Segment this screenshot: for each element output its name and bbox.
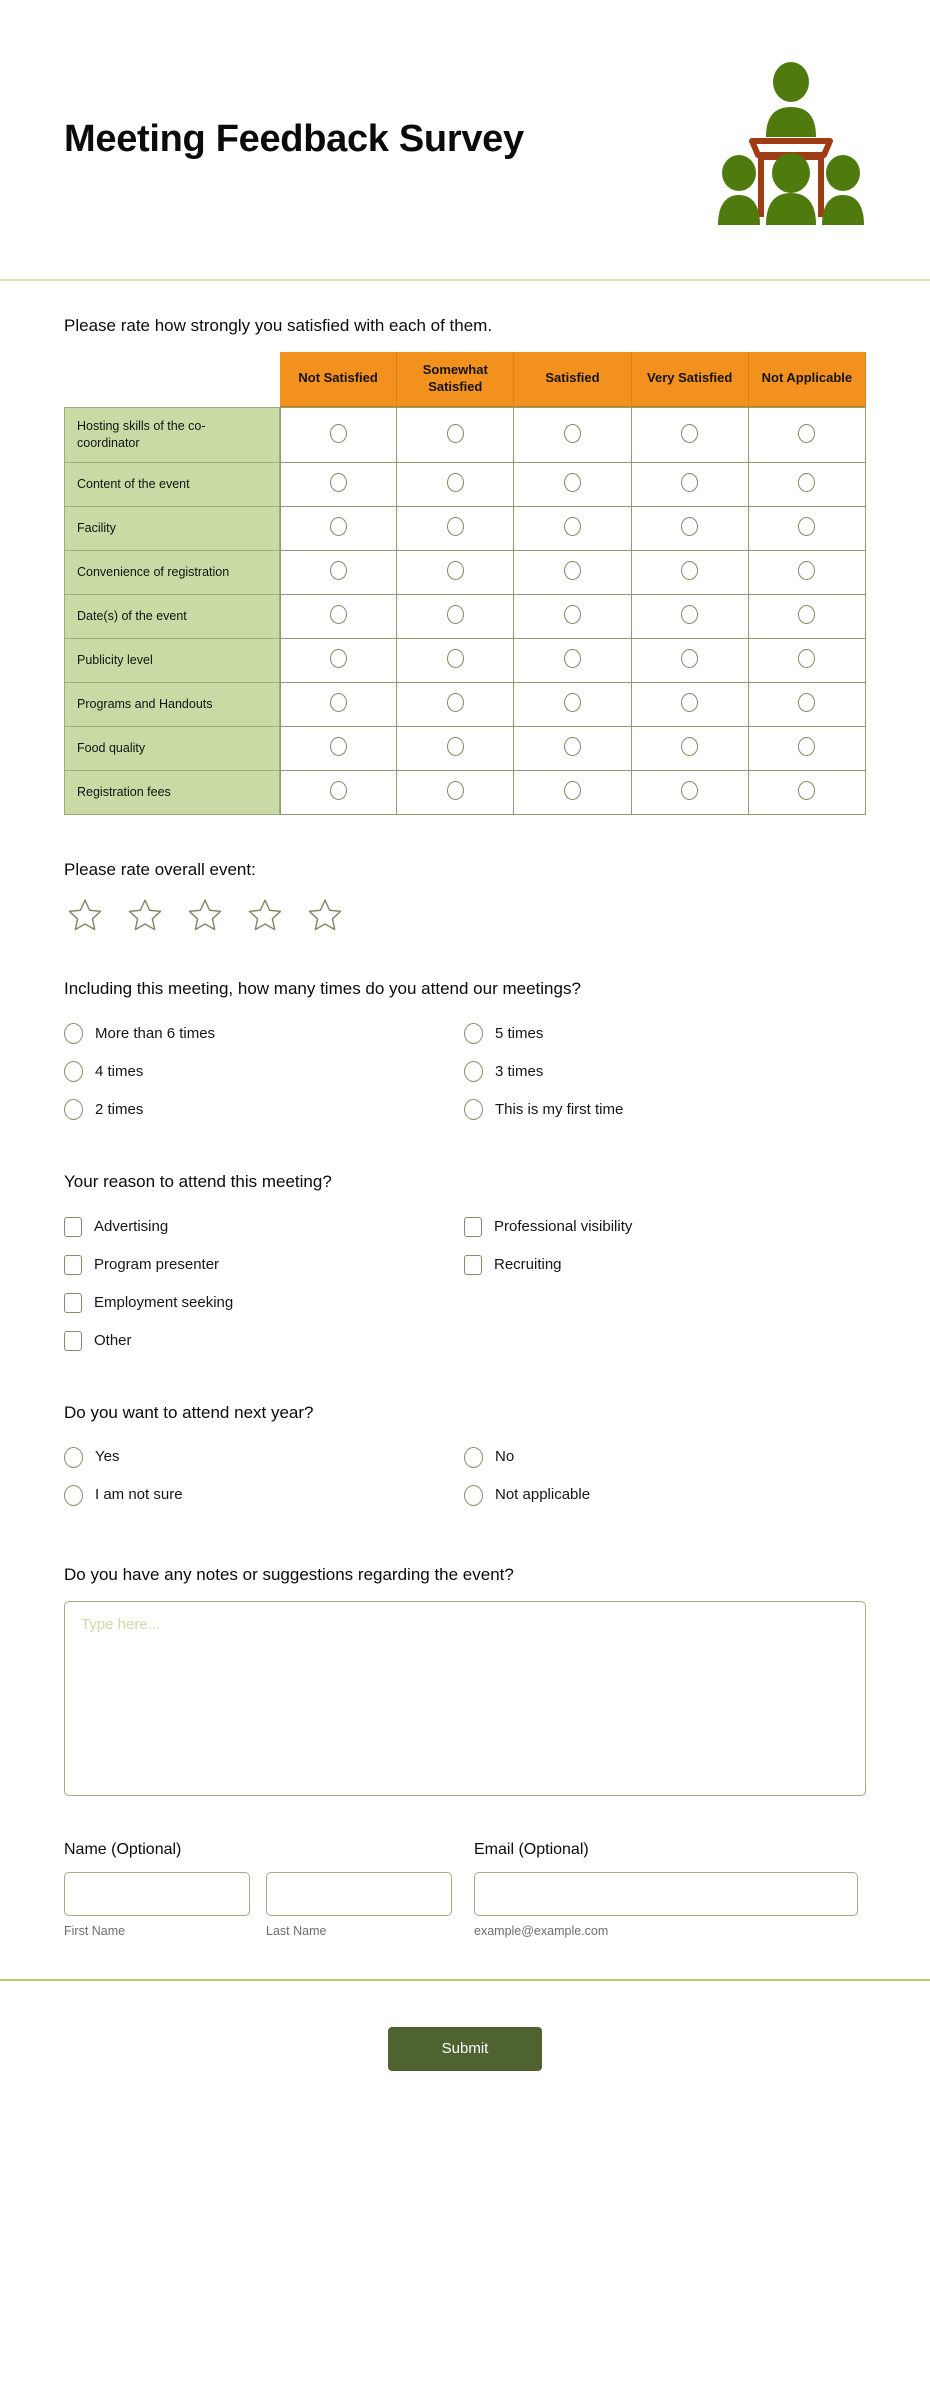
reason-option-label: Advertising: [94, 1217, 169, 1235]
reason-option[interactable]: [464, 1208, 866, 1246]
radio-icon[interactable]: [330, 693, 347, 712]
reason-section: [64, 1129, 866, 1360]
star-outline-icon[interactable]: [126, 896, 164, 934]
radio-icon[interactable]: [681, 649, 698, 668]
star-outline-icon[interactable]: [186, 896, 224, 934]
radio-icon[interactable]: [447, 649, 464, 668]
radio-icon[interactable]: [564, 737, 581, 756]
checkbox-icon[interactable]: [464, 1255, 482, 1275]
radio-icon[interactable]: [64, 1099, 83, 1120]
radio-icon[interactable]: [64, 1061, 83, 1082]
matrix-radio-cell[interactable]: [280, 639, 397, 683]
matrix-radio-cell[interactable]: [514, 407, 631, 463]
matrix-radio-cell[interactable]: [514, 595, 631, 639]
radio-icon[interactable]: [447, 693, 464, 712]
star-outline-icon[interactable]: [306, 896, 344, 934]
radio-icon[interactable]: [681, 605, 698, 624]
attendance-option[interactable]: [464, 1053, 866, 1091]
checkbox-icon[interactable]: [464, 1217, 482, 1237]
star-outline-icon[interactable]: [66, 896, 104, 934]
next-year-options-left: [64, 1438, 464, 1514]
next-year-option-label: No: [495, 1448, 515, 1466]
radio-icon[interactable]: [447, 781, 464, 800]
next-year-option-label: I am not sure: [95, 1486, 183, 1504]
radio-icon[interactable]: [64, 1023, 83, 1044]
radio-icon[interactable]: [681, 737, 698, 756]
matrix-table-wrapper: [64, 352, 866, 815]
radio-icon[interactable]: [798, 781, 815, 800]
radio-icon[interactable]: [798, 737, 815, 756]
matrix-header-row: [64, 352, 866, 407]
attendance-option[interactable]: [464, 1091, 866, 1129]
checkbox-icon[interactable]: [64, 1255, 82, 1275]
reason-option[interactable]: [64, 1208, 464, 1246]
matrix-radio-cell[interactable]: [632, 771, 749, 815]
matrix-radio-cell[interactable]: [514, 507, 631, 551]
reason-option-label: Program presenter: [94, 1255, 220, 1273]
matrix-radio-cell[interactable]: [280, 551, 397, 595]
attendance-option-label: 3 times: [495, 1062, 544, 1080]
table-row: [64, 771, 866, 815]
radio-icon[interactable]: [564, 424, 581, 443]
radio-icon[interactable]: [330, 605, 347, 624]
attendance-option-label: 5 times: [495, 1024, 544, 1042]
radio-icon[interactable]: [330, 424, 347, 443]
overall-rating-section: [64, 815, 866, 934]
table-row: [64, 551, 866, 595]
table-row: [64, 463, 866, 507]
radio-icon[interactable]: [464, 1023, 483, 1044]
matrix-radio-cell[interactable]: [397, 507, 514, 551]
name-label: Name (Optional): [64, 1841, 182, 1859]
matrix-radio-cell[interactable]: [749, 407, 866, 463]
radio-icon[interactable]: [681, 693, 698, 712]
radio-icon[interactable]: [798, 424, 815, 443]
matrix-radio-cell[interactable]: [632, 551, 749, 595]
radio-icon[interactable]: [330, 473, 347, 492]
matrix-radio-cell[interactable]: [397, 771, 514, 815]
radio-icon[interactable]: [798, 605, 815, 624]
radio-icon[interactable]: [447, 424, 464, 443]
next-year-option[interactable]: [64, 1476, 464, 1514]
email-block: [474, 1840, 866, 1938]
radio-icon[interactable]: [464, 1099, 483, 1120]
matrix-row-label: Registration fees: [64, 771, 280, 815]
radio-icon[interactable]: [681, 517, 698, 536]
reason-options-right: [464, 1208, 866, 1360]
radio-icon[interactable]: [798, 517, 815, 536]
matrix-row-label: Programs and Handouts: [64, 683, 280, 727]
radio-icon[interactable]: [798, 649, 815, 668]
table-row: [64, 683, 866, 727]
matrix-radio-cell[interactable]: [749, 507, 866, 551]
matrix-radio-cell[interactable]: [280, 727, 397, 771]
attendance-question: Including this meeting, how many times do you attend our meetings?: [64, 978, 581, 998]
matrix-radio-cell[interactable]: [397, 463, 514, 507]
matrix-radio-cell[interactable]: [397, 595, 514, 639]
satisfaction-matrix-table: [64, 352, 866, 815]
table-row: [64, 507, 866, 551]
matrix-radio-cell[interactable]: [749, 463, 866, 507]
radio-icon[interactable]: [564, 473, 581, 492]
matrix-radio-cell[interactable]: [632, 683, 749, 727]
attendance-options-right: [464, 1015, 866, 1129]
matrix-radio-cell[interactable]: [749, 727, 866, 771]
matrix-body: [64, 407, 866, 815]
matrix-column-header: Somewhat Satisfied: [397, 352, 514, 407]
table-row: [64, 727, 866, 771]
reason-option-label: Recruiting: [494, 1255, 562, 1273]
first-name-input[interactable]: [64, 1872, 250, 1916]
matrix-radio-cell[interactable]: [632, 595, 749, 639]
reason-option-label: Professional visibility: [494, 1217, 633, 1235]
reason-option[interactable]: [464, 1246, 866, 1284]
radio-icon[interactable]: [330, 649, 347, 668]
reason-option[interactable]: [64, 1246, 464, 1284]
next-year-question: Do you want to attend next year?: [64, 1402, 314, 1422]
matrix-radio-cell[interactable]: [397, 727, 514, 771]
next-year-section: [64, 1360, 866, 1515]
radio-icon[interactable]: [64, 1485, 83, 1506]
attendance-option-label: 2 times: [95, 1100, 144, 1118]
matrix-radio-cell[interactable]: [397, 683, 514, 727]
matrix-column-header: Not Satisfied: [280, 352, 397, 407]
radio-icon[interactable]: [564, 561, 581, 580]
matrix-radio-cell[interactable]: [397, 551, 514, 595]
matrix-row-label: Hosting skills of the co-coordinator: [64, 407, 280, 463]
last-name-sublabel: Last Name: [266, 1923, 327, 1938]
radio-icon[interactable]: [564, 693, 581, 712]
matrix-radio-cell[interactable]: [632, 407, 749, 463]
radio-icon[interactable]: [447, 737, 464, 756]
matrix-radio-cell[interactable]: [397, 639, 514, 683]
matrix-row-label: Convenience of registration: [64, 551, 280, 595]
star-outline-icon[interactable]: [246, 896, 284, 934]
email-sublabel: example@example.com: [474, 1923, 609, 1938]
radio-icon[interactable]: [564, 517, 581, 536]
matrix-row-label: Date(s) of the event: [64, 595, 280, 639]
matrix-radio-cell[interactable]: [749, 639, 866, 683]
next-year-option[interactable]: [464, 1438, 866, 1476]
radio-icon[interactable]: [330, 781, 347, 800]
radio-icon[interactable]: [464, 1061, 483, 1082]
notes-textarea[interactable]: [64, 1601, 866, 1796]
page-header: [0, 0, 930, 281]
attendance-option[interactable]: [64, 1053, 464, 1091]
notes-question: Do you have any notes or suggestions regarding the event?: [64, 1565, 514, 1585]
radio-icon[interactable]: [330, 561, 347, 580]
attendance-option[interactable]: [64, 1015, 464, 1053]
matrix-radio-cell[interactable]: [749, 683, 866, 727]
submit-button[interactable]: Submit: [388, 2027, 542, 2071]
matrix-prompt: Please rate how strongly you satisfied with each of them.: [64, 316, 493, 335]
matrix-column-header: Very Satisfied: [632, 352, 749, 407]
matrix-radio-cell[interactable]: [632, 727, 749, 771]
first-name-sublabel: First Name: [64, 1923, 126, 1938]
radio-icon[interactable]: [681, 781, 698, 800]
matrix-radio-cell[interactable]: [514, 463, 631, 507]
matrix-radio-cell[interactable]: [632, 463, 749, 507]
matrix-radio-cell[interactable]: [749, 595, 866, 639]
checkbox-icon[interactable]: [64, 1217, 82, 1237]
attendance-section: [64, 934, 866, 1129]
radio-icon[interactable]: [330, 737, 347, 756]
radio-icon[interactable]: [681, 424, 698, 443]
next-year-option[interactable]: [464, 1476, 866, 1514]
matrix-column-header: Not Applicable: [749, 352, 866, 407]
attendance-option-label: 4 times: [95, 1062, 144, 1080]
reason-question: Your reason to attend this meeting?: [64, 1171, 332, 1191]
reason-options-left: [64, 1208, 464, 1360]
matrix-radio-cell[interactable]: [514, 771, 631, 815]
radio-icon[interactable]: [447, 605, 464, 624]
reason-option-label: Other: [94, 1331, 132, 1349]
last-name-input[interactable]: [266, 1872, 452, 1916]
contact-section: [64, 1840, 866, 1938]
matrix-section: [64, 281, 866, 815]
matrix-radio-cell[interactable]: [397, 407, 514, 463]
attendance-option[interactable]: [464, 1015, 866, 1053]
matrix-radio-cell[interactable]: [280, 507, 397, 551]
radio-icon[interactable]: [447, 561, 464, 580]
matrix-radio-cell[interactable]: [632, 507, 749, 551]
checkbox-icon[interactable]: [64, 1293, 82, 1313]
footer: [0, 1981, 930, 2117]
radio-icon[interactable]: [798, 473, 815, 492]
matrix-radio-cell[interactable]: [632, 639, 749, 683]
radio-icon[interactable]: [564, 781, 581, 800]
attendance-option-label: This is my first time: [495, 1100, 624, 1118]
next-year-option[interactable]: [64, 1438, 464, 1476]
matrix-radio-cell[interactable]: [280, 407, 397, 463]
audience-podium-icon: [716, 55, 866, 225]
matrix-column-header: Satisfied: [514, 352, 631, 407]
reason-option[interactable]: [64, 1284, 464, 1322]
radio-icon[interactable]: [64, 1447, 83, 1468]
radio-icon[interactable]: [464, 1485, 483, 1506]
matrix-row-label: Publicity level: [64, 639, 280, 683]
overall-rating-label: Please rate overall event:: [64, 859, 256, 879]
notes-section: [64, 1514, 866, 1796]
matrix-radio-cell[interactable]: [514, 683, 631, 727]
next-year-options-right: [464, 1438, 866, 1514]
matrix-radio-cell[interactable]: [514, 551, 631, 595]
radio-icon[interactable]: [447, 473, 464, 492]
name-block: [64, 1840, 474, 1938]
matrix-radio-cell[interactable]: [280, 683, 397, 727]
matrix-radio-cell[interactable]: [749, 771, 866, 815]
table-row: [64, 639, 866, 683]
table-row: [64, 595, 866, 639]
email-input[interactable]: [474, 1872, 858, 1916]
next-year-option-label: Not applicable: [495, 1486, 591, 1504]
radio-icon[interactable]: [330, 517, 347, 536]
attendance-option[interactable]: [64, 1091, 464, 1129]
matrix-radio-cell[interactable]: [514, 639, 631, 683]
attendance-options-left: [64, 1015, 464, 1129]
radio-icon[interactable]: [464, 1447, 483, 1468]
star-rating-group[interactable]: [64, 896, 866, 934]
radio-icon[interactable]: [798, 561, 815, 580]
radio-icon[interactable]: [681, 561, 698, 580]
radio-icon[interactable]: [798, 693, 815, 712]
matrix-row-label: Facility: [64, 507, 280, 551]
matrix-corner-cell: [64, 352, 280, 407]
next-year-option-label: Yes: [95, 1448, 120, 1466]
checkbox-icon[interactable]: [64, 1331, 82, 1351]
matrix-radio-cell[interactable]: [749, 551, 866, 595]
matrix-radio-cell[interactable]: [280, 771, 397, 815]
radio-icon[interactable]: [447, 517, 464, 536]
table-row: [64, 407, 866, 463]
reason-option[interactable]: [64, 1322, 464, 1360]
radio-icon[interactable]: [564, 605, 581, 624]
matrix-radio-cell[interactable]: [280, 463, 397, 507]
matrix-radio-cell[interactable]: [280, 595, 397, 639]
radio-icon[interactable]: [564, 649, 581, 668]
radio-icon[interactable]: [681, 473, 698, 492]
matrix-radio-cell[interactable]: [514, 727, 631, 771]
matrix-row-label: Content of the event: [64, 463, 280, 507]
matrix-row-label: Food quality: [64, 727, 280, 771]
attendance-option-label: More than 6 times: [95, 1024, 216, 1042]
email-label: Email (Optional): [474, 1841, 589, 1859]
page-title: Meeting Feedback Survey: [64, 117, 524, 160]
reason-option-label: Employment seeking: [94, 1293, 234, 1311]
